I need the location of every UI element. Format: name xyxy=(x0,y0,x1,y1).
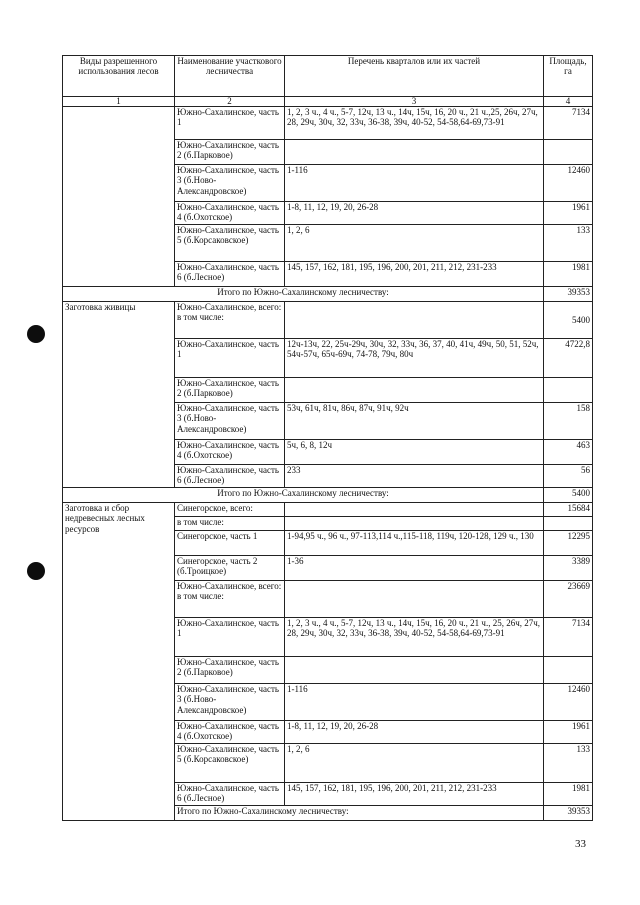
table-row xyxy=(63,503,593,517)
column-number: 2 xyxy=(175,97,285,107)
area-cell xyxy=(544,657,593,684)
district-name-cell: Синегорское, часть 1 xyxy=(175,531,285,556)
area-cell: 56 xyxy=(544,465,593,488)
page-number: 33 xyxy=(575,838,586,850)
area-cell: 3389 xyxy=(544,556,593,581)
area-cell: 1981 xyxy=(544,783,593,806)
area-cell: 133 xyxy=(544,744,593,783)
district-name-cell: Южно-Сахалинское, всего: в том числе: xyxy=(175,302,285,339)
district-name-cell: Южно-Сахалинское, часть 4 (б.Охотское) xyxy=(175,440,285,465)
total-row xyxy=(63,287,593,302)
district-name-cell: Южно-Сахалинское, часть 5 (б.Корсаковское) xyxy=(175,744,285,783)
quarters-cell xyxy=(285,581,544,618)
quarters-cell xyxy=(285,302,544,339)
area-cell: 1981 xyxy=(544,262,593,287)
header-district-name: Наименование участкового лесничества xyxy=(175,56,285,97)
total-label: Итого по Южно-Сахалинскому лесничеству: xyxy=(63,488,544,503)
district-name-cell: Южно-Сахалинское, часть 6 (б.Лесное) xyxy=(175,262,285,287)
quarters-cell: 1-8, 11, 12, 19, 20, 26-28 xyxy=(285,721,544,744)
quarters-cell: 233 xyxy=(285,465,544,488)
quarters-cell: 1, 2, 6 xyxy=(285,744,544,783)
forest-use-table xyxy=(62,55,593,821)
quarters-cell xyxy=(285,503,544,517)
area-cell: 5400 xyxy=(544,302,593,339)
area-cell: 1961 xyxy=(544,202,593,225)
area-cell: 7134 xyxy=(544,618,593,657)
column-number-row xyxy=(63,97,593,107)
area-cell: 1961 xyxy=(544,721,593,744)
total-label: Итого по Южно-Сахалинскому лесничеству: xyxy=(63,287,544,302)
area-cell: 158 xyxy=(544,403,593,440)
district-name-cell: Южно-Сахалинское, часть 2 (б.Парковое) xyxy=(175,378,285,403)
punch-hole-lower xyxy=(27,562,45,580)
district-name-cell: Южно-Сахалинское, часть 4 (б.Охотское) xyxy=(175,202,285,225)
quarters-cell: 1-94,95 ч., 96 ч., 97-113,114 ч.,115-118, 119ч, 120-128, 129 ч., 130 xyxy=(285,531,544,556)
district-name-cell: Южно-Сахалинское, часть 2 (б.Парковое) xyxy=(175,657,285,684)
district-name-cell: Южно-Сахалинское, часть 3 (б.Ново-Александровское) xyxy=(175,165,285,202)
district-name-cell: Южно-Сахалинское, часть 1 xyxy=(175,107,285,140)
quarters-cell: 53ч, 61ч, 81ч, 86ч, 87ч, 91ч, 92ч xyxy=(285,403,544,440)
quarters-cell xyxy=(285,517,544,531)
district-name-cell: Южно-Сахалинское, всего: в том числе: xyxy=(175,581,285,618)
total-area: 5400 xyxy=(544,488,593,503)
area-cell: 15684 xyxy=(544,503,593,517)
column-number: 4 xyxy=(544,97,593,107)
quarters-cell: 145, 157, 162, 181, 195, 196, 200, 201, 211, 212, 231-233 xyxy=(285,262,544,287)
district-name-cell: в том числе: xyxy=(175,517,285,531)
area-cell: 12460 xyxy=(544,684,593,721)
area-cell: 463 xyxy=(544,440,593,465)
quarters-cell: 1, 2, 6 xyxy=(285,225,544,262)
table-body xyxy=(63,107,593,821)
area-cell: 133 xyxy=(544,225,593,262)
quarters-cell: 5ч, 6, 8, 12ч xyxy=(285,440,544,465)
area-cell: 12295 xyxy=(544,531,593,556)
area-cell: 4722,8 xyxy=(544,339,593,378)
use-type-cell xyxy=(63,107,175,287)
area-cell xyxy=(544,378,593,403)
total-label: Итого по Южно-Сахалинскому лесничеству: xyxy=(175,806,544,821)
quarters-cell: 12ч-13ч, 22, 25ч-29ч, 30ч, 32, 33ч, 36, 37, 40, 41ч, 49ч, 50, 51, 52ч, 54ч-57ч, 65ч-69ч, 74-78, 79ч, 80ч xyxy=(285,339,544,378)
column-number: 3 xyxy=(285,97,544,107)
punch-hole-upper xyxy=(27,325,45,343)
district-name-cell: Южно-Сахалинское, часть 6 (б.Лесное) xyxy=(175,465,285,488)
area-cell: 23669 xyxy=(544,581,593,618)
header-row xyxy=(63,56,593,97)
table-row xyxy=(63,302,593,339)
quarters-cell xyxy=(285,140,544,165)
quarters-cell xyxy=(285,378,544,403)
use-type-cell: Заготовка живицы xyxy=(63,302,175,488)
area-cell: 7134 xyxy=(544,107,593,140)
quarters-cell: 1-8, 11, 12, 19, 20, 26-28 xyxy=(285,202,544,225)
quarters-cell: 1-116 xyxy=(285,165,544,202)
total-area: 39353 xyxy=(544,287,593,302)
quarters-cell: 1-36 xyxy=(285,556,544,581)
table-row xyxy=(63,107,593,140)
total-row xyxy=(63,488,593,503)
header-quarters-list: Перечень кварталов или их частей xyxy=(285,56,544,97)
district-name-cell: Южно-Сахалинское, часть 1 xyxy=(175,618,285,657)
district-name-cell: Южно-Сахалинское, часть 3 (б.Ново-Александровское) xyxy=(175,403,285,440)
total-area: 39353 xyxy=(544,806,593,821)
area-cell: 12460 xyxy=(544,165,593,202)
column-number: 1 xyxy=(63,97,175,107)
area-cell xyxy=(544,140,593,165)
district-name-cell: Синегорское, всего: xyxy=(175,503,285,517)
district-name-cell: Южно-Сахалинское, часть 1 xyxy=(175,339,285,378)
district-name-cell: Южно-Сахалинское, часть 5 (б.Корсаковское) xyxy=(175,225,285,262)
use-type-cell: Заготовка и сбор недревесных лесных ресурсов xyxy=(63,503,175,821)
quarters-cell: 1, 2, 3 ч., 4 ч., 5-7, 12ч, 13 ч., 14ч, 15ч, 16, 20 ч., 21 ч.,25, 26ч, 27ч, 28, 29ч, 30ч, 32, 33ч, 36-38, 39ч, 40-52, 54-58,64-69,73-91 xyxy=(285,107,544,140)
quarters-cell: 1, 2, 3 ч., 4 ч., 5-7, 12ч, 13 ч., 14ч, 15ч, 16, 20 ч., 21 ч., 25, 26ч, 27ч, 28, 29ч, 30ч, 32, 33ч, 36-38, 39ч, 40-52, 54-58,64-69,73-91 xyxy=(285,618,544,657)
quarters-cell xyxy=(285,657,544,684)
header-use-type: Виды разрешенного использования лесов xyxy=(63,56,175,97)
quarters-cell: 1-116 xyxy=(285,684,544,721)
district-name-cell: Южно-Сахалинское, часть 3 (б.Ново-Александровское) xyxy=(175,684,285,721)
district-name-cell: Синегорское, часть 2 (б.Троицкое) xyxy=(175,556,285,581)
district-name-cell: Южно-Сахалинское, часть 4 (б.Охотское) xyxy=(175,721,285,744)
district-name-cell: Южно-Сахалинское, часть 2 (б.Парковое) xyxy=(175,140,285,165)
district-name-cell: Южно-Сахалинское, часть 6 (б.Лесное) xyxy=(175,783,285,806)
area-cell xyxy=(544,517,593,531)
quarters-cell: 145, 157, 162, 181, 195, 196, 200, 201, 211, 212, 231-233 xyxy=(285,783,544,806)
header-area: Площадь, га xyxy=(544,56,593,97)
